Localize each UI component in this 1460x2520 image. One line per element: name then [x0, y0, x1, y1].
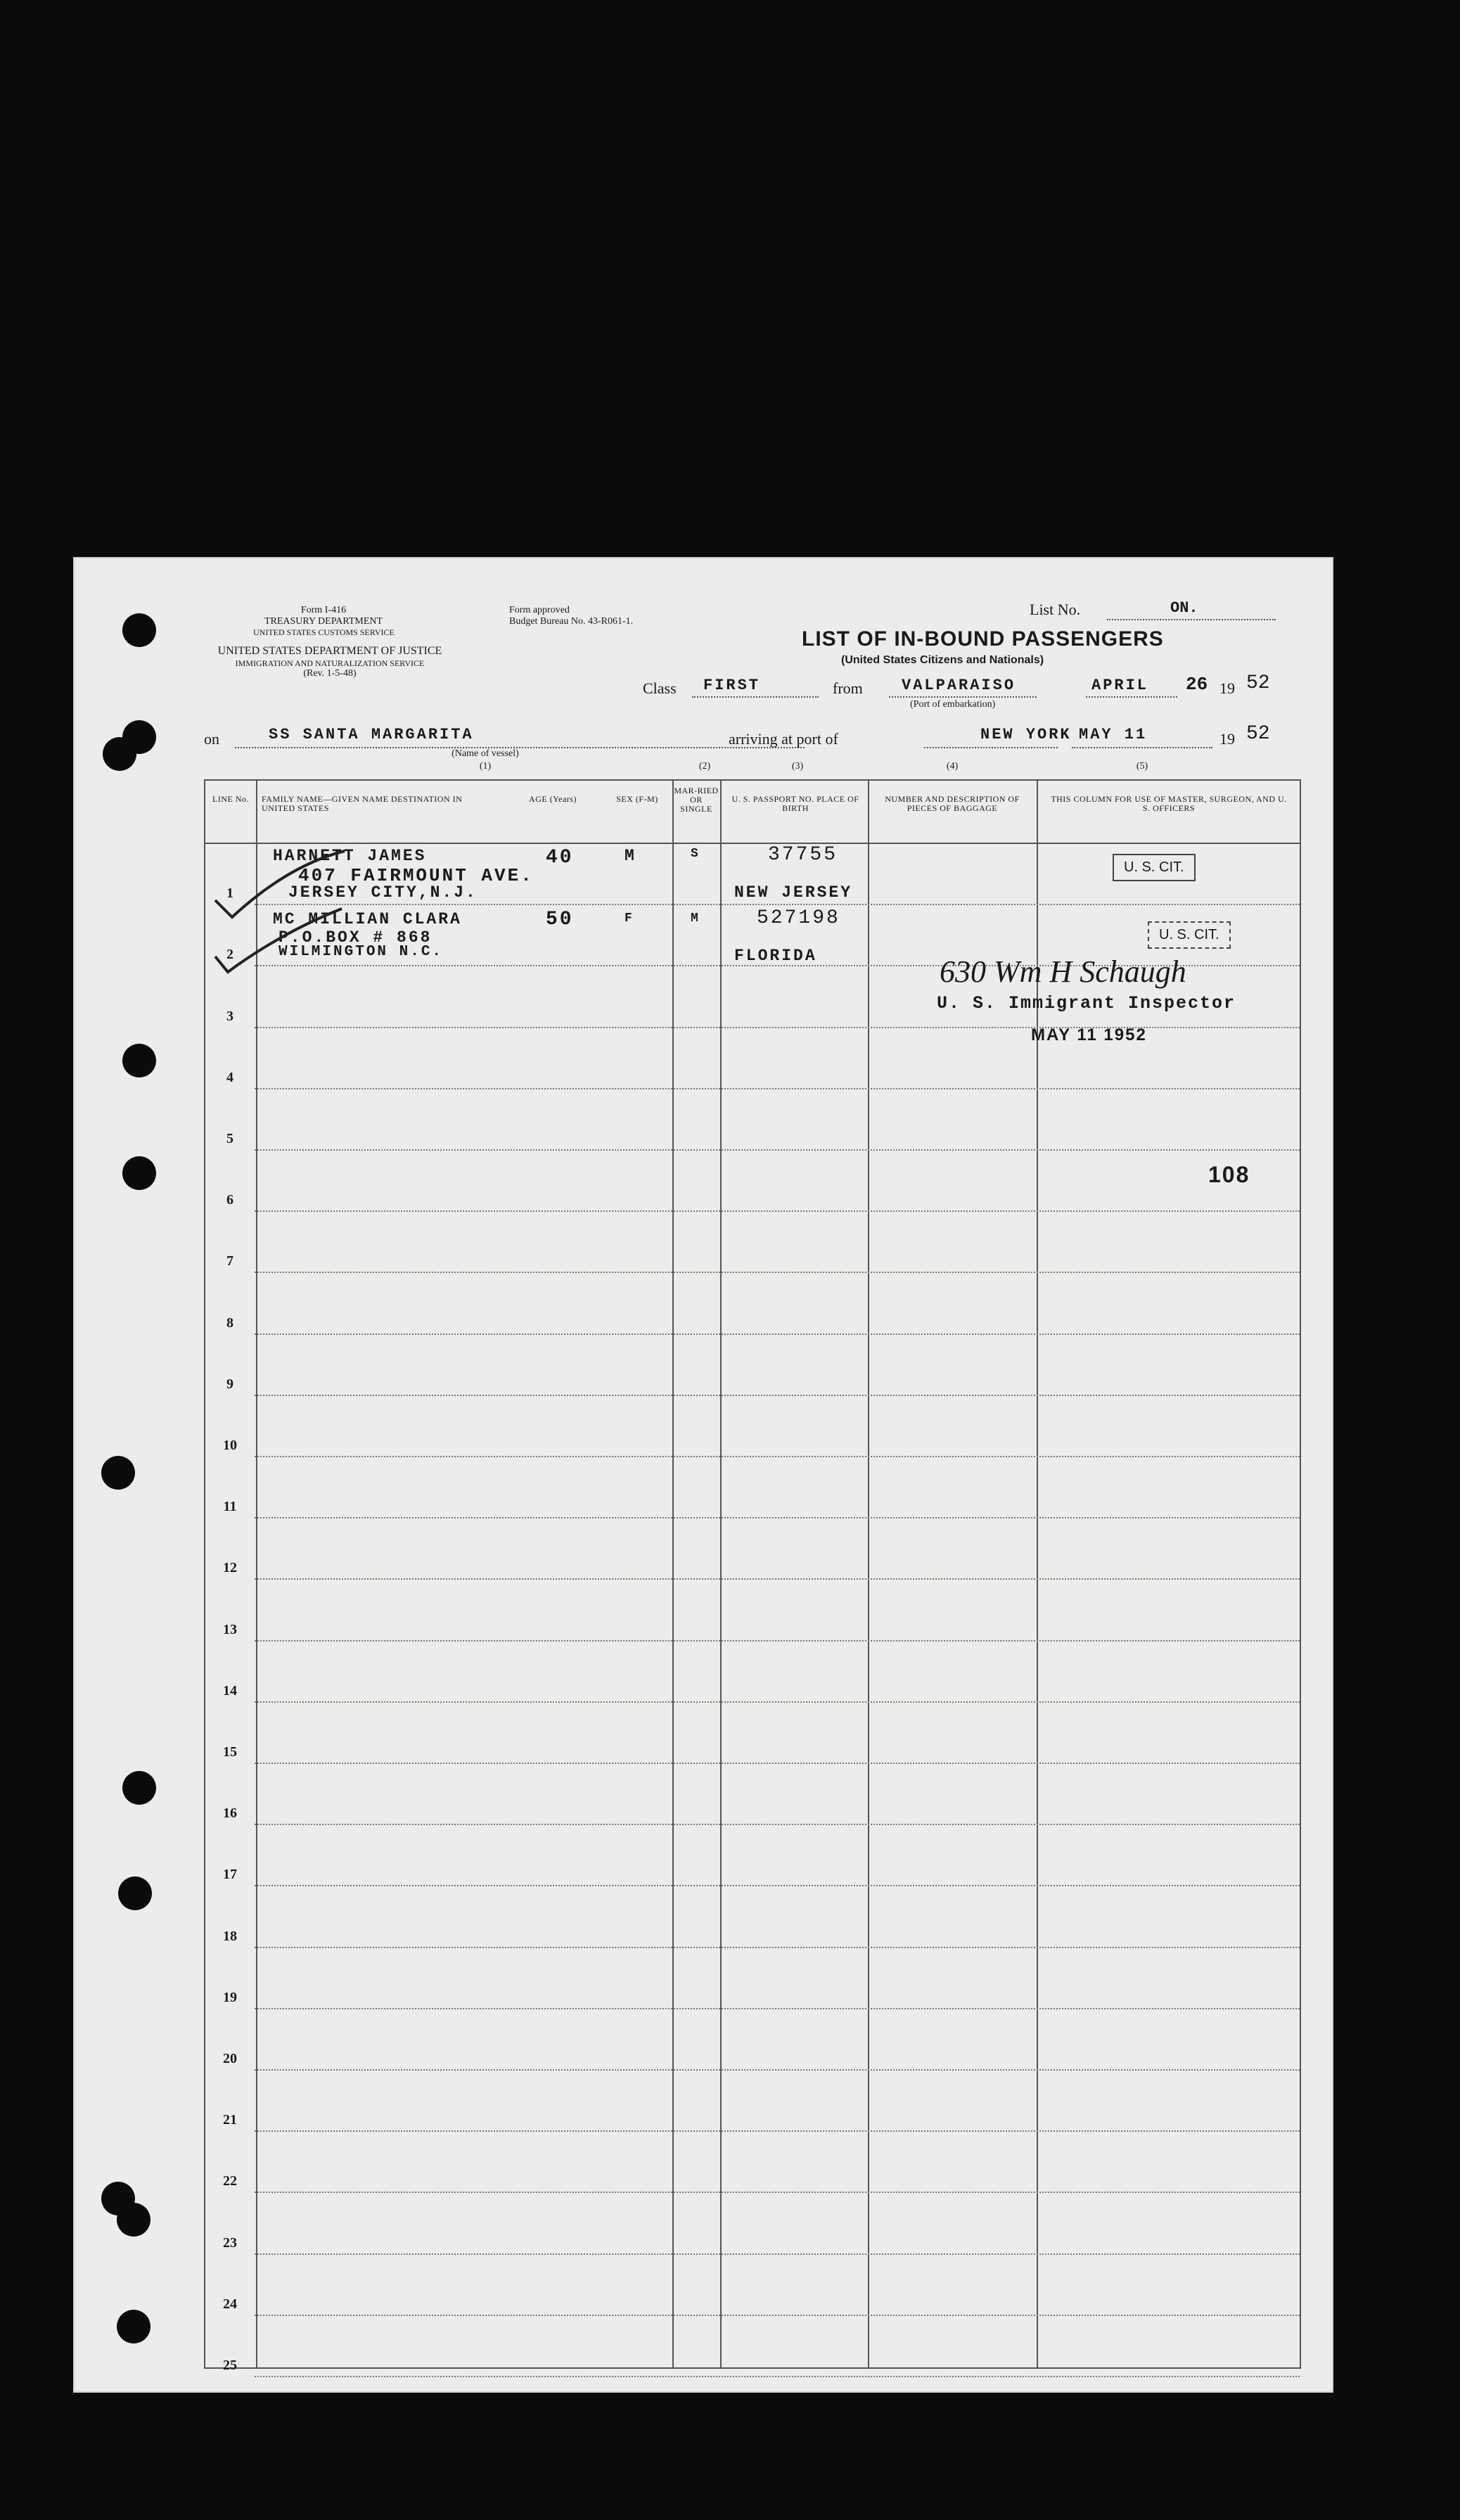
page-number: 108 — [1208, 1162, 1250, 1187]
budget-bureau: Budget Bureau No. 43-R061-1. — [509, 616, 634, 627]
col-age: AGE (Years) — [529, 794, 577, 804]
row-number: 2 — [226, 947, 233, 963]
row-rule — [255, 1578, 1300, 1580]
row-rule — [255, 2253, 1300, 2255]
col-married: MAR-RIED OR SINGLE — [674, 786, 719, 814]
col-baggage: NUMBER AND DESCRIPTION OF PIECES OF BAGGAGE — [885, 794, 1020, 813]
row-rule — [255, 1885, 1300, 1886]
passenger-1-birthplace: NEW JERSEY — [734, 883, 853, 902]
row-number: 8 — [226, 1315, 233, 1331]
depart-year: 52 — [1246, 672, 1270, 694]
row-number: 10 — [223, 1438, 237, 1453]
col-divider — [256, 781, 257, 2367]
inspector-signature: 630 Wm H Schaugh — [940, 954, 1186, 989]
punch-hole — [122, 1771, 156, 1805]
arrival-port-line — [924, 747, 1058, 748]
class-line — [692, 696, 819, 698]
list-no-line — [1107, 619, 1276, 620]
row-number: 12 — [223, 1560, 237, 1576]
row-rule — [255, 1763, 1300, 1764]
form-revision: (Rev. 1-5-48) — [303, 668, 357, 679]
col-divider — [672, 781, 674, 2367]
col-divider — [868, 781, 869, 2367]
list-no-value: ON. — [1170, 599, 1198, 617]
vessel-name: SS SANTA MARGARITA — [269, 726, 474, 743]
row-rule — [255, 1701, 1300, 1703]
row-number: 13 — [223, 1621, 237, 1637]
row-rule — [255, 1947, 1300, 1948]
arrival-port: NEW YORK — [980, 726, 1072, 743]
passenger-2-sex: F — [625, 912, 634, 926]
row-number: 20 — [223, 2051, 237, 2066]
row-number: 24 — [223, 2296, 237, 2312]
depart-month: APRIL — [1091, 677, 1149, 694]
passenger-2-city: WILMINGTON N.C. — [278, 944, 444, 960]
row-number: 22 — [223, 2173, 237, 2189]
row-rule — [255, 1456, 1300, 1457]
col-name: FAMILY NAME—GIVEN NAME DESTINATION IN UNITED STATES — [262, 794, 463, 813]
arrival-date-line — [1072, 747, 1212, 748]
header-divider — [205, 843, 1300, 844]
punch-hole — [122, 1044, 156, 1077]
col-divider — [1037, 781, 1038, 2367]
row-number: 6 — [226, 1192, 233, 1208]
depart-day: 26 — [1186, 674, 1208, 695]
passenger-2-name: MC MILLIAN CLARA — [273, 910, 462, 928]
class-value: FIRST — [703, 677, 761, 694]
punch-hole — [101, 1456, 135, 1490]
col-number-5: (5) — [1136, 761, 1148, 772]
ins-name: IMMIGRATION AND NATURALIZATION SERVICE — [235, 658, 425, 668]
form-number: Form I-416 — [300, 605, 347, 615]
row-number: 3 — [226, 1008, 233, 1024]
row-number: 7 — [226, 1253, 233, 1269]
row-rule — [255, 2376, 1300, 2377]
row-rule — [255, 1149, 1300, 1151]
passenger-1-age: 40 — [546, 847, 574, 869]
col-officers: THIS COLUMN FOR USE OF MASTER, SURGEON, AND U. S. OFFICERS — [1051, 794, 1287, 813]
row-rule — [255, 1210, 1300, 1212]
row-number: 9 — [226, 1376, 233, 1392]
passenger-2-age: 50 — [546, 909, 574, 930]
arriving-label: arriving at port of — [729, 730, 838, 748]
passenger-2-passport: 527198 — [757, 907, 840, 929]
punch-hole — [122, 1156, 156, 1190]
passenger-1-sex: M — [625, 847, 636, 865]
from-line — [889, 696, 1037, 698]
row-rule — [255, 2008, 1300, 2009]
from-value: VALPARAISO — [902, 677, 1016, 694]
inspection-date-stamp: MAY 11 1952 — [1031, 1025, 1147, 1044]
passenger-1-passport: 37755 — [768, 844, 838, 866]
row-number: 17 — [223, 1867, 237, 1883]
check-mark-icon — [211, 904, 352, 975]
row-number: 21 — [223, 2112, 237, 2128]
row-rule — [255, 1333, 1300, 1335]
list-no-label: List No. — [1030, 601, 1081, 618]
row-rule — [255, 2069, 1300, 2071]
passenger-1-status: S — [691, 847, 700, 861]
col-number-4: (4) — [946, 761, 959, 772]
vessel-col-number: (1) — [479, 761, 492, 772]
punch-hole — [118, 1876, 152, 1910]
passenger-2-status: M — [691, 912, 700, 926]
row-rule — [255, 1824, 1300, 1825]
passenger-1-city: JERSEY CITY,N.J. — [288, 883, 478, 902]
arrival-year: 52 — [1246, 723, 1270, 745]
on-label: on — [204, 730, 219, 748]
row-number: 19 — [223, 1989, 237, 2005]
form-approved: Form approved — [509, 605, 570, 615]
document-subtitle: (United States Citizens and Nationals) — [841, 654, 1044, 666]
passenger-1-name: HARNETT JAMES — [273, 847, 427, 865]
document-title: LIST OF IN-BOUND PASSENGERS — [802, 627, 1164, 651]
vessel-caption: (Name of vessel) — [452, 748, 519, 759]
punch-hole — [117, 2310, 151, 2343]
punch-hole — [122, 613, 156, 647]
passenger-2-stamp: U. S. CIT. — [1148, 921, 1231, 949]
row-number: 23 — [223, 2234, 237, 2251]
row-number: 15 — [223, 1744, 237, 1760]
dept-name: TREASURY DEPARTMENT — [264, 616, 383, 627]
row-rule — [255, 2315, 1300, 2316]
justice-dept: UNITED STATES DEPARTMENT OF JUSTICE — [217, 645, 442, 657]
service-name: UNITED STATES CUSTOMS SERVICE — [253, 627, 395, 637]
row-number: 5 — [226, 1131, 233, 1146]
col-line-no: LINE No. — [212, 794, 249, 804]
row-number: 1 — [226, 885, 233, 902]
row-rule — [255, 2192, 1300, 2193]
row-rule — [255, 1272, 1300, 1273]
col-sex: SEX (F-M) — [616, 794, 658, 804]
inspector-title: U. S. Immigrant Inspector — [937, 993, 1236, 1013]
col-number-2: (2) — [698, 761, 711, 772]
passenger-2-birthplace: FLORIDA — [734, 947, 817, 965]
row-number: 11 — [223, 1499, 237, 1515]
row-number: 18 — [223, 1928, 237, 1944]
arrival-date: MAY 11 — [1079, 726, 1148, 743]
depart-year-prefix: 19 — [1219, 679, 1235, 697]
arrival-year-prefix: 19 — [1219, 730, 1235, 748]
row-rule — [255, 1088, 1300, 1089]
col-divider — [720, 781, 722, 2367]
punch-hole — [122, 720, 156, 754]
row-rule — [255, 904, 1300, 905]
passenger-table — [204, 779, 1301, 2373]
row-number: 4 — [226, 1069, 233, 1085]
passenger-1-address: 407 FAIRMOUNT AVE. — [298, 865, 534, 886]
class-label: Class — [643, 679, 677, 697]
row-number: 16 — [223, 1805, 237, 1822]
punch-hole — [117, 2203, 151, 2237]
from-label: from — [833, 679, 863, 697]
row-rule — [255, 1640, 1300, 1642]
depart-month-line — [1086, 696, 1177, 698]
row-number: 14 — [223, 1682, 237, 1699]
row-rule — [255, 1395, 1300, 1396]
col-number-3: (3) — [791, 761, 804, 772]
col-passport: U. S. PASSPORT NO. PLACE OF BIRTH — [731, 794, 859, 813]
row-number: 25 — [223, 2358, 237, 2373]
row-rule — [255, 2130, 1300, 2132]
port-caption: (Port of embarkation) — [910, 699, 996, 710]
passenger-1-stamp: U. S. CIT. — [1113, 854, 1196, 881]
passenger-2-address: P.O.BOX # 868 — [278, 928, 433, 947]
row-rule — [255, 1517, 1300, 1518]
